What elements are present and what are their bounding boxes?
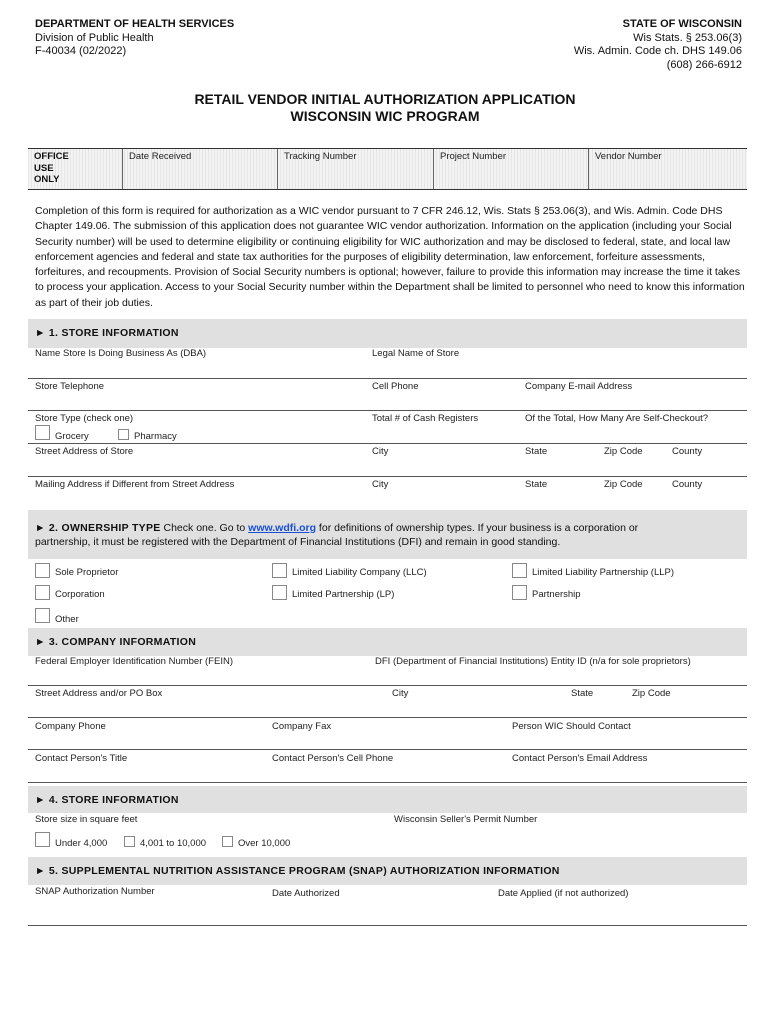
zip-code-label: Zip Code (604, 446, 643, 457)
state-label: State (525, 446, 548, 457)
section-2-text-cont: for definitions of ownership types. If your business is a corporation or (316, 522, 639, 534)
over-10000-checkbox[interactable] (222, 836, 233, 847)
contact-phone: (608) 266-6912 (666, 59, 742, 71)
section-2-text-line2: partnership, it must be registered with the Department of Financial Institutions (DFI) and remain in good standing. (35, 536, 561, 548)
county-label: County (672, 446, 703, 457)
section-2-intro (35, 522, 638, 534)
pharmacy-label: Pharmacy (134, 431, 177, 442)
date-received-cell[interactable] (122, 149, 192, 189)
company-street-label: Street Address and/or PO Box (35, 688, 163, 699)
project-number-label: Project Number (440, 151, 506, 162)
section-5-title: ► 5. SUPPLEMENTAL NUTRITION ASSISTANCE PROGRAM (SNAP) AUTHORIZATION INFORMATION (35, 865, 560, 877)
self-checkout-label: Of the Total, How Many Are Self-Checkout? (525, 413, 709, 424)
lp-checkbox[interactable] (272, 585, 287, 600)
llc-label: Limited Liability Company (LLC) (292, 567, 427, 578)
sole-proprietor-label: Sole Proprietor (55, 567, 119, 578)
company-fax-label: Company Fax (272, 721, 332, 732)
statute-reference: Wis Stats. § 253.06(3) (633, 32, 742, 44)
intro-paragraph: Completion of this form is required for authorization as a WIC vendor pursuant to 7 CFR 246.12, Wis. Stats § 253.06(3), and Wis. Admin. Code DHS Chapter 149.06. The submission of this application does not guarantee WIC vendor authorization. Information on the application (including your Social Security number) will be used to determine eligibility or continuing eligibility for WIC authorization and may be disclosed to federal, state, and local law enforcement agencies and federal and state tax authorities for the purposes of eligibility determination, law enforcement, forfeiture assessments, forfeitures, and recoupments. Provision of Social Security numbers is optional; however, failure to provide this information may increase the time it takes to process your application. Access to your Social Security number within the Department shall be limited to personnel who need to know this information as part of their job duties. (35, 205, 745, 309)
row-divider (28, 476, 747, 477)
contact-email-label: Contact Person's Email Address (512, 753, 648, 764)
cash-registers-label: Total # of Cash Registers (372, 413, 479, 424)
pharmacy-checkbox[interactable] (118, 429, 129, 440)
partnership-label: Partnership (532, 589, 581, 600)
sole-proprietor-checkbox[interactable] (35, 563, 50, 578)
section-4-header (28, 786, 747, 813)
section-4-title: ► 4. STORE INFORMATION (35, 794, 179, 806)
street-address-label: Street Address of Store (35, 446, 134, 457)
dfi-entity-id-label: DFI (Department of Financial Institutions) Entity ID (n/a for sole proprietors) (375, 656, 691, 667)
sellers-permit-label: Wisconsin Seller's Permit Number (394, 814, 538, 825)
corporation-checkbox[interactable] (35, 585, 50, 600)
fein-label: Federal Employer Identification Number (FEIN) (35, 656, 233, 667)
row-divider (28, 749, 747, 750)
grocery-label: Grocery (55, 431, 89, 442)
project-number-cell[interactable] (433, 149, 506, 189)
dba-label: Name Store Is Doing Business As (DBA) (35, 348, 207, 359)
city-label: City (372, 446, 389, 457)
tracking-number-label: Tracking Number (284, 151, 357, 162)
row-divider (28, 378, 747, 379)
row-divider (28, 782, 747, 783)
under-4000-checkbox[interactable] (35, 832, 50, 847)
division-name: Division of Public Health (35, 32, 154, 44)
store-size-label: Store size in square feet (35, 814, 138, 825)
mailing-state-label: State (525, 479, 548, 490)
wic-contact-label: Person WIC Should Contact (512, 721, 631, 732)
section-1-header (28, 319, 747, 348)
over-10000-label: Over 10,000 (238, 838, 291, 849)
llp-checkbox[interactable] (512, 563, 527, 578)
company-zip-label: Zip Code (632, 688, 671, 699)
llc-checkbox[interactable] (272, 563, 287, 578)
other-checkbox[interactable] (35, 608, 50, 623)
state-name: STATE OF WISCONSIN (622, 18, 742, 30)
llp-label: Limited Liability Partnership (LLP) (532, 567, 675, 578)
office-use-label: OFFICE USE ONLY (34, 151, 69, 185)
row-divider (28, 685, 747, 686)
mailing-zip-label: Zip Code (604, 479, 643, 490)
contact-title-label: Contact Person's Title (35, 753, 128, 764)
snap-number-label: SNAP Authorization Number (35, 886, 155, 897)
contact-cell-label: Contact Person's Cell Phone (272, 753, 394, 764)
cell-phone-label: Cell Phone (372, 381, 419, 392)
mailing-county-label: County (672, 479, 703, 490)
form-subtitle: WISCONSIN WIC PROGRAM (290, 108, 480, 124)
date-received-label: Date Received (129, 151, 192, 162)
4001-to-10000-label: 4,001 to 10,000 (140, 838, 207, 849)
tracking-number-cell[interactable] (277, 149, 357, 189)
corporation-label: Corporation (55, 589, 105, 600)
form-number: F-40034 (02/2022) (35, 45, 127, 57)
snap-date-applied-label: Date Applied (if not authorized) (498, 888, 629, 899)
row-divider (28, 925, 747, 926)
company-city-label: City (392, 688, 409, 699)
section-2-header (28, 510, 747, 559)
mailing-city-label: City (372, 479, 389, 490)
other-label: Other (55, 614, 79, 625)
section-2-title: ► 2. OWNERSHIP TYPE (35, 522, 161, 534)
wdfi-link[interactable]: www.wdfi.org (248, 522, 317, 534)
office-use-table (28, 148, 747, 190)
company-state-label: State (571, 688, 594, 699)
section-3-title: ► 3. COMPANY INFORMATION (35, 636, 197, 648)
partnership-checkbox[interactable] (512, 585, 527, 600)
snap-date-authorized-label: Date Authorized (272, 888, 340, 899)
row-divider (28, 410, 747, 411)
grocery-checkbox[interactable] (35, 425, 50, 440)
mailing-address-label: Mailing Address if Different from Street Address (35, 479, 235, 490)
under-4000-label: Under 4,000 (55, 838, 108, 849)
vendor-number-cell[interactable] (588, 149, 662, 189)
store-telephone-label: Store Telephone (35, 381, 105, 392)
section-5-header (28, 857, 747, 885)
row-divider (28, 717, 747, 718)
vendor-number-label: Vendor Number (595, 151, 662, 162)
section-2-text: Check one. Go to (160, 522, 249, 534)
row-divider (28, 443, 747, 444)
admin-code-reference: Wis. Admin. Code ch. DHS 149.06 (573, 45, 742, 57)
lp-label: Limited Partnership (LP) (292, 589, 395, 600)
legal-name-label: Legal Name of Store (372, 348, 460, 359)
section-1-title: ► 1. STORE INFORMATION (35, 327, 179, 339)
4001-to-10000-checkbox[interactable] (124, 836, 135, 847)
section-3-header (28, 628, 747, 656)
department-name: DEPARTMENT OF HEALTH SERVICES (35, 18, 235, 30)
company-phone-label: Company Phone (35, 721, 106, 732)
company-email-label: Company E-mail Address (525, 381, 633, 392)
store-type-label: Store Type (check one) (35, 413, 134, 424)
form-title: RETAIL VENDOR INITIAL AUTHORIZATION APPLICATION (194, 91, 576, 107)
